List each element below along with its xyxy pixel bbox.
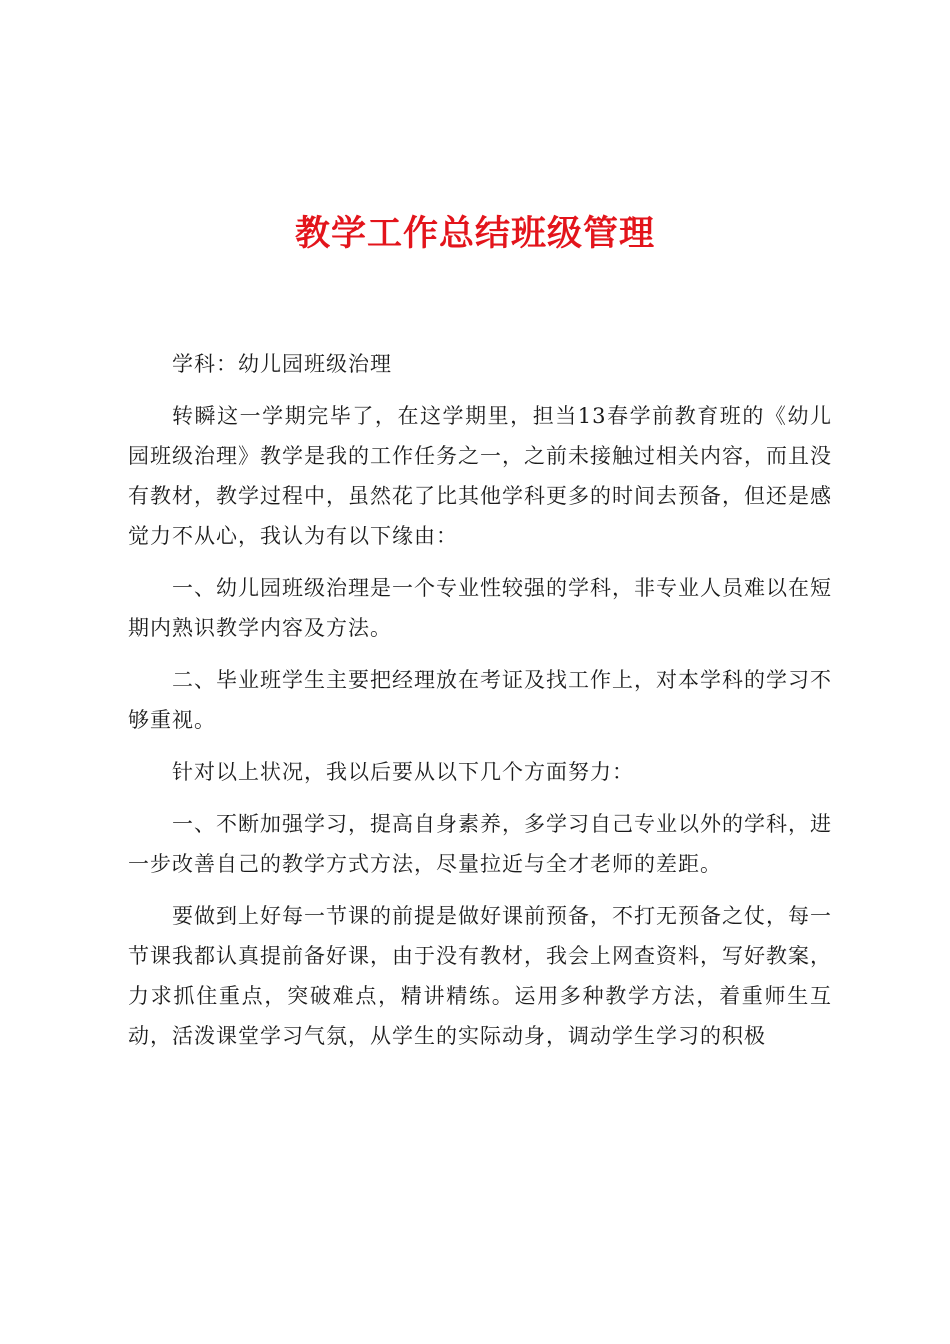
paragraph-plan-1: 一、不断加强学习，提高自身素养，多学习自己专业以外的学科，进一步改善自己的教学方式方法，尽量拉近与全才老师的差距。	[128, 812, 832, 876]
paragraph-reason-2: 二、毕业班学生主要把经理放在考证及找工作上，对本学科的学习不够重视。	[128, 668, 832, 732]
paragraph-plan-intro: 针对以上状况，我以后要从以下几个方面努力：	[172, 760, 634, 784]
paragraph-reason-1: 一、幼儿园班级治理是一个专业性较强的学科，非专业人员难以在短期内熟识教学内容及方法。	[128, 576, 832, 640]
paragraph-intro: 转瞬这一学期完毕了，在这学期里，担当13春学前教育班的《幼儿园班级治理》教学是我的工作任务之一，之前未接触过相关内容，而且没有教材，教学过程中，虽然花了比其他学科更多的时间去预备，但还是感觉力不从心，我认为有以下缘由：	[128, 404, 832, 548]
paragraph-lesson-prep: 要做到上好每一节课的前提是做好课前预备，不打无预备之仗，每一节课我都认真提前备好课，由于没有教材，我会上网查资料，写好教案，力求抓住重点，突破难点，精讲精练。运用多种教学方法，着重师生互动，活泼课堂学习气氛，从学生的实际动身，调动学生学习的积极	[128, 904, 832, 1048]
document-body	[128, 344, 832, 1068]
paragraph-subject: 学科：幼儿园班级治理	[172, 352, 392, 376]
document-title: 教学工作总结班级管理	[294, 213, 655, 254]
